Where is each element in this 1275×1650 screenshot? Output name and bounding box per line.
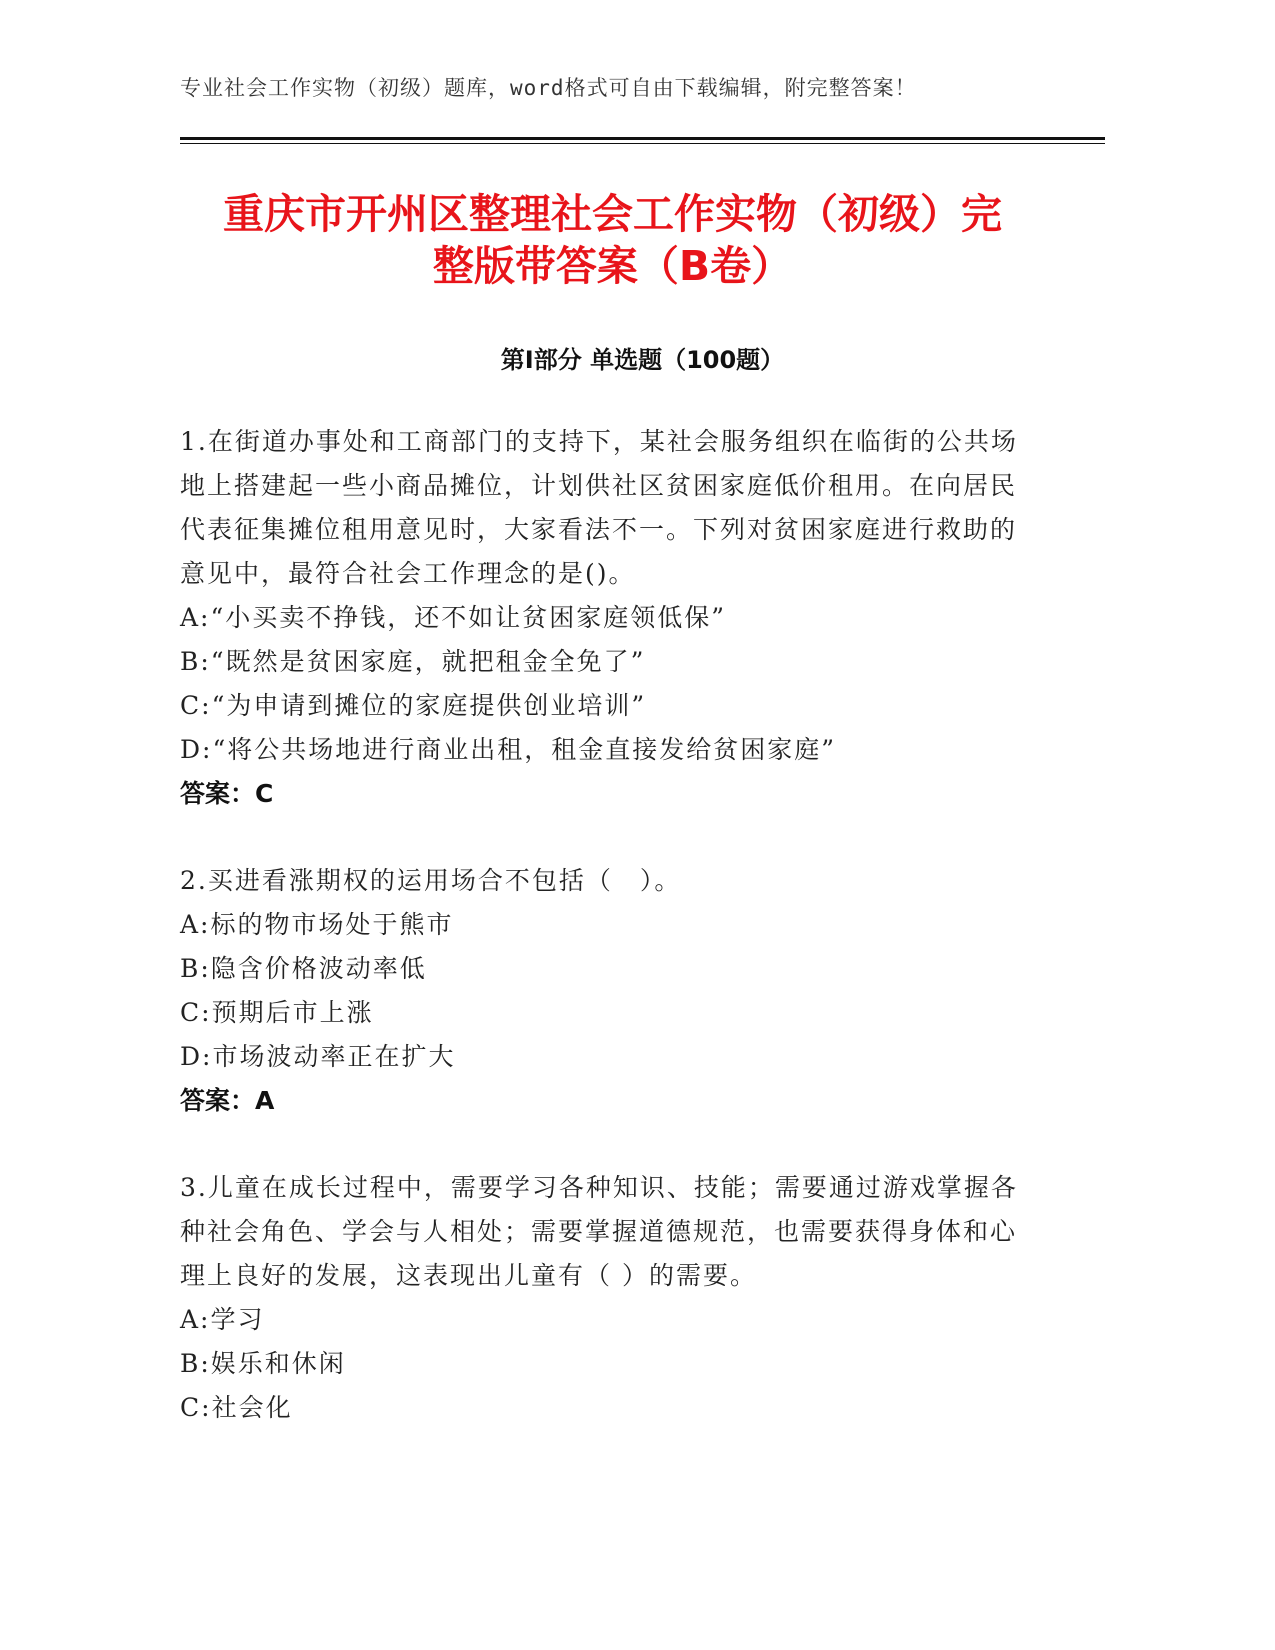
option-key: D: <box>180 735 213 764</box>
header-rule-thin <box>180 143 1105 144</box>
title-line-1: 重庆市开州区整理社会工作实物（初级）完 <box>223 190 1002 238</box>
option-text: 标的物市场处于熊市 <box>210 910 454 939</box>
option-key: C: <box>180 998 212 1027</box>
option-a <box>180 1298 1020 1342</box>
option-text: 隐含价格波动率低 <box>210 954 427 983</box>
option-text: “将公共场地进行商业出租，租金直接发给贫困家庭” <box>212 735 837 764</box>
page-header: 专业社会工作实物（初级）题库，word格式可自由下载编辑，附完整答案！ <box>180 76 917 100</box>
option-key: B: <box>180 1349 211 1378</box>
option-b <box>180 640 1020 684</box>
option-key: A: <box>180 603 211 632</box>
answer-line: 答案：C <box>180 779 274 808</box>
question-stem: 1.在街道办事处和工商部门的支持下，某社会服务组织在临街的公共场地上搭建起一些小商品摊位，计划供社区贫困家庭低价租用。在向居民代表征集摊位租用意见时，大家看法不一。下列对贫困家庭进行救助的意见中，最符合社会工作理念的是()。 <box>180 427 1018 588</box>
option-c <box>180 991 1020 1035</box>
option-key: B: <box>180 647 211 676</box>
option-text: “小买卖不挣钱，还不如让贫困家庭领低保” <box>210 603 727 632</box>
option-d <box>180 1035 1020 1079</box>
question-stem: 2.买进看涨期权的运用场合不包括（ ）。 <box>180 866 682 895</box>
answer-line: 答案：A <box>180 1086 275 1115</box>
option-d <box>180 728 1020 772</box>
question-stem: 3.儿童在成长过程中，需要学习各种知识、技能；需要通过游戏掌握各种社会角色、学会与人相处；需要掌握道德规范，也需要获得身体和心理上良好的发展，这表现出儿童有（ ）的需要。 <box>180 1173 1018 1290</box>
header-rule-thick <box>180 137 1105 140</box>
section-heading: 第Ⅰ部分 单选题（100题） <box>500 346 785 374</box>
option-text: 市场波动率正在扩大 <box>212 1042 456 1071</box>
option-key: A: <box>180 910 211 939</box>
option-text: 娱乐和休闲 <box>210 1349 346 1378</box>
option-key: C: <box>180 691 212 720</box>
option-text: 学习 <box>210 1305 265 1334</box>
option-b <box>180 1342 1020 1386</box>
option-text: “既然是贫困家庭，就把租金全免了” <box>210 647 646 676</box>
question-2 <box>180 859 1020 1123</box>
option-text: 预期后市上涨 <box>211 998 374 1027</box>
title-line-2: 整版带答案（B卷） <box>432 242 793 290</box>
option-key: D: <box>180 1042 213 1071</box>
option-key: C: <box>180 1393 212 1422</box>
option-a <box>180 596 1020 640</box>
option-key: B: <box>180 954 211 983</box>
option-key: A: <box>180 1305 211 1334</box>
option-c <box>180 684 1020 728</box>
option-c <box>180 1386 1020 1430</box>
option-text: 社会化 <box>211 1393 293 1422</box>
option-b <box>180 947 1020 991</box>
option-text: “为申请到摊位的家庭提供创业培训” <box>211 691 647 720</box>
question-list <box>180 420 1020 1473</box>
question-3 <box>180 1166 1020 1430</box>
document-title <box>150 188 1075 292</box>
option-a <box>180 903 1020 947</box>
question-1 <box>180 420 1020 816</box>
